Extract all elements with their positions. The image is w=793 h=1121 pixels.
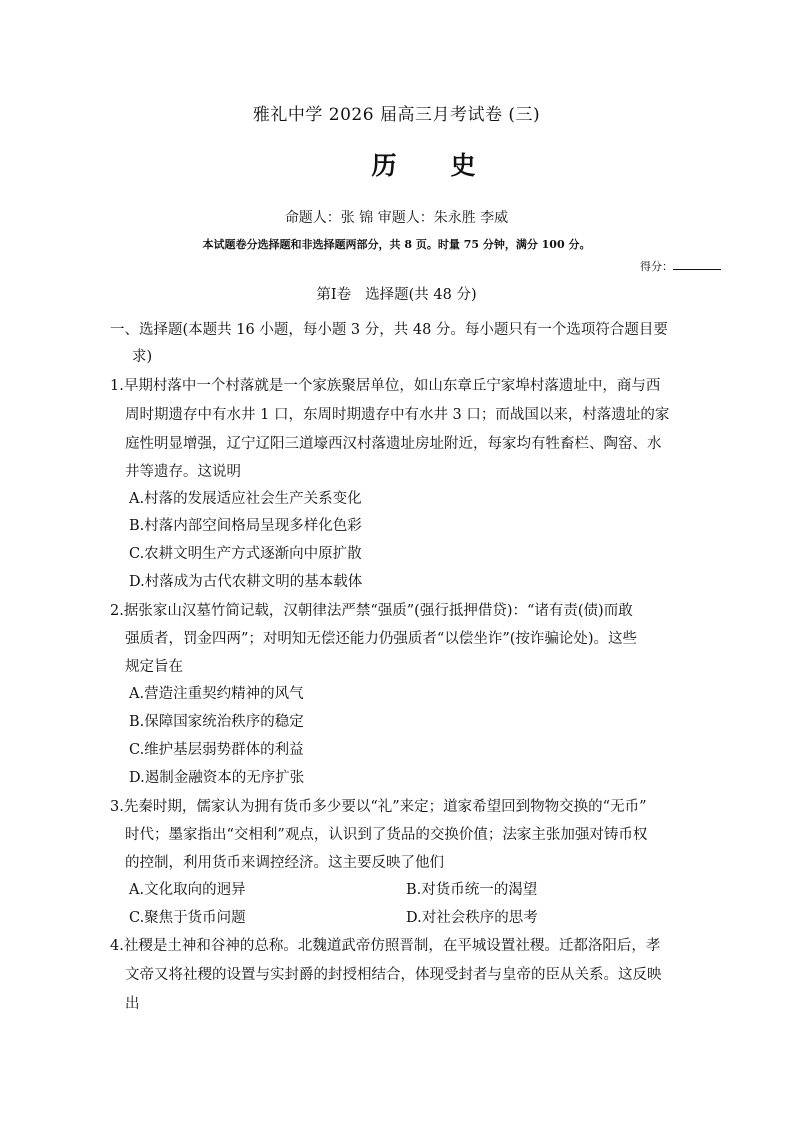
question-3-option-a: A.文化取向的迥异: [129, 882, 246, 898]
question-3-option-c: C.聚焦于货币问题: [129, 910, 246, 926]
question-1-option-c: C.农耕文明生产方式逐渐向中原扩散: [129, 546, 362, 562]
part-title: [0, 283, 793, 304]
score-label: 得分：: [640, 260, 673, 273]
question-1-line: 井等遗存。这说明: [125, 464, 241, 480]
exam-notice: 本试题卷分选择题和非选择题两部分，共 8 页。时量 75 分钟，满分 100 分。: [202, 238, 591, 251]
question-4-line: 文帝又将社稷的设置与实封爵的封授相结合，体现受封者与皇帝的臣从关系。这反映: [125, 967, 662, 983]
question-2-option-c: C.维护基层弱势群体的利益: [129, 742, 304, 758]
authors-line: 命题人：张 锦 审题人：朱永胜 李威: [284, 210, 509, 226]
question-2-line: 2.据张家山汉墓竹简记载，汉朝律法严禁“强质”(强行抵押借贷)：“诸有责(债)而敢: [110, 603, 633, 619]
question-4-line: 出: [125, 996, 140, 1012]
question-1-option-a: A.村落的发展适应社会生产关系变化: [129, 491, 362, 507]
question-2-option-d: D.遏制金融资本的无序扩张: [129, 770, 305, 786]
exam-title: 雅礼中学 2026 届高三月考试卷 (三): [252, 105, 541, 125]
question-2-line: 规定旨在: [125, 659, 183, 675]
question-3-option-b: B.对货币统一的渴望: [406, 882, 538, 898]
question-3-line: 时代；墨家指出“交相利”观点，认识到了货品的交换价值；法家主张加强对铸币权: [125, 827, 648, 843]
section-instruction-cont: 求): [132, 349, 153, 365]
question-2-line: 强质者，罚金四两”；对明知无偿还能力仍强质者“以偿坐诈”(按诈骗论处)。这些: [125, 631, 638, 647]
part-title-volume: 第Ⅰ卷: [316, 287, 352, 303]
question-2-option-b: B.保障国家统治秩序的稳定: [129, 714, 304, 730]
question-3-line: 的控制，利用货币来调控经济。这主要反映了他们: [125, 855, 444, 871]
section-instruction: 一、选择题(本题共 16 小题，每小题 3 分，共 48 分。每小题只有一个选项符合题目要: [110, 322, 668, 338]
question-1-option-d: D.村落成为古代农耕文明的基本载体: [129, 574, 363, 590]
score-field: [640, 257, 721, 274]
question-4-line: 4.社稷是土神和谷神的总称。北魏道武帝仿照晋制，在平城设置社稷。迁都洛阳后，孝: [110, 938, 661, 954]
score-blank: [673, 257, 721, 270]
question-3-line: 3.先秦时期，儒家认为拥有货币多少要以“礼”来定；道家希望回到物物交换的“无币”: [110, 799, 647, 815]
question-3-option-d: D.对社会秩序的思考: [406, 910, 538, 926]
question-1-line: 1.早期村落中一个村落就是一个家族聚居单位，如山东章丘宁家埠村落遗址中，商与西: [110, 378, 661, 394]
part-title-section: 选择题(共 48 分): [365, 287, 477, 303]
question-1-line: 庭性明显增强，辽宁辽阳三道壕西汉村落遗址房址附近，每家均有牲畜栏、陶窑、水: [125, 436, 662, 452]
question-1-option-b: B.村落内部空间格局呈现多样化色彩: [129, 518, 362, 534]
question-1-line: 周时期遗存中有水井 1 口，东周时期遗存中有水井 3 口；而战国以来，村落遗址的家: [125, 407, 670, 423]
subject-title: 历史: [371, 151, 530, 180]
question-2-option-a: A.营造注重契约精神的风气: [129, 686, 304, 702]
